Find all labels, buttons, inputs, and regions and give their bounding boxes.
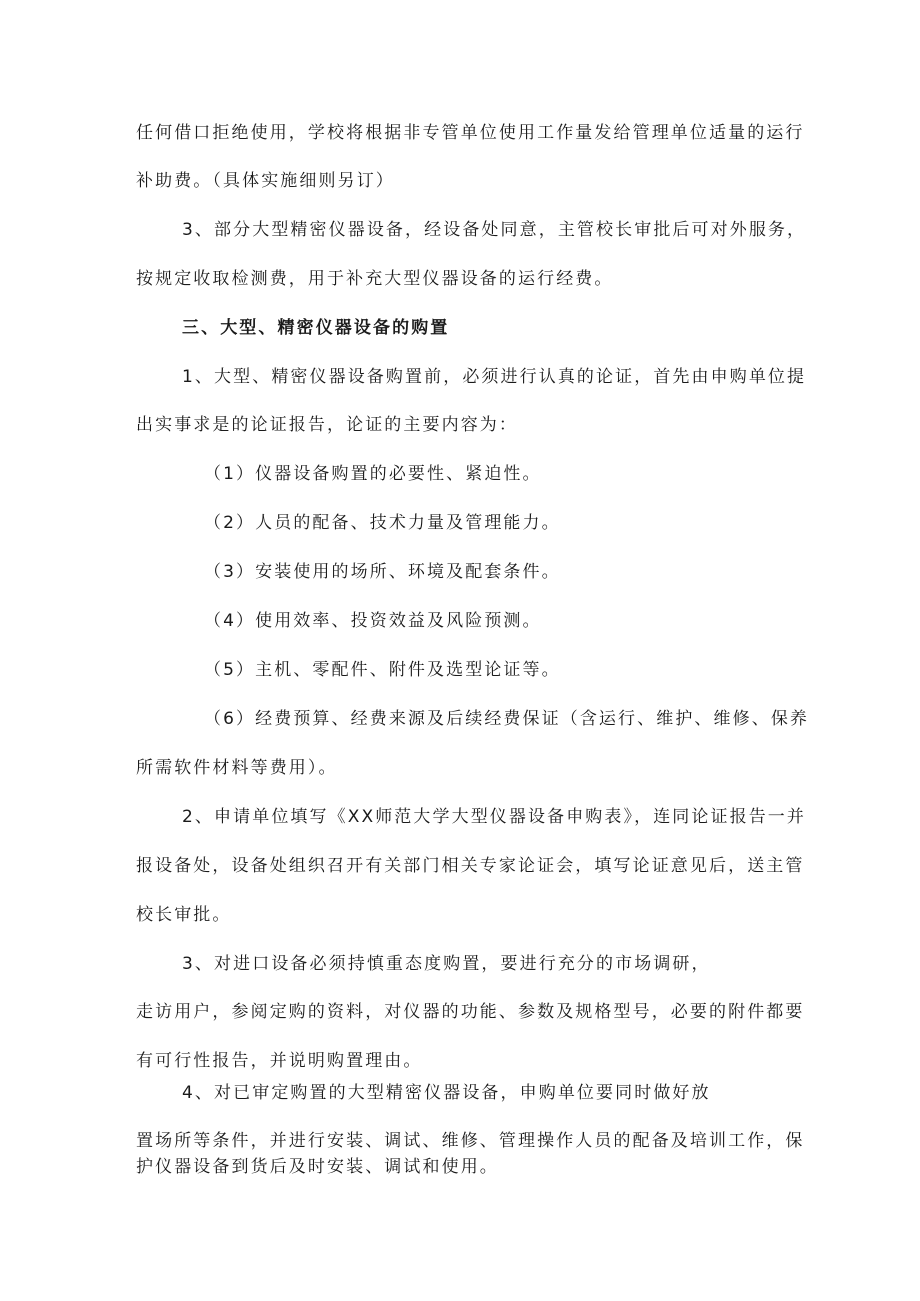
paragraph-line: 置场所等条件，并进行安装、调试、维修、管理操作人员的配备及培训工作，保 [136, 1131, 805, 1151]
paragraph-line: 走访用户，参阅定购的资料，对仪器的功能、参数及规格型号，必要的附件都要 [136, 1002, 805, 1022]
paragraph-line: 2、申请单位填写《XX师范大学大型仪器设备申购表》，连同论证报告一并 [182, 807, 807, 827]
list-item: （6）经费预算、经费来源及后续经费保证（含运行、维护、维修、保养 [204, 709, 810, 729]
paragraph-line: 校长审批。 [136, 905, 232, 925]
list-item: （3）安装使用的场所、环境及配套条件。 [204, 562, 561, 582]
list-item: （1）仪器设备购置的必要性、紧迫性。 [204, 464, 542, 484]
paragraph-line: 有可行性报告，并说明购置理由。 [136, 1051, 423, 1071]
paragraph-line: 3、部分大型精密仪器设备，经设备处同意，主管校长审批后可对外服务， [182, 220, 807, 240]
paragraph-line: 4、对已审定购置的大型精密仪器设备，申购单位要同时做好放 [182, 1083, 711, 1103]
list-item: （2）人员的配备、技术力量及管理能力。 [204, 513, 561, 533]
list-item: （5）主机、零配件、附件及选型论证等。 [204, 660, 561, 680]
paragraph-line: 任何借口拒绝使用，学校将根据非专管单位使用工作量发给管理单位适量的运行 [136, 123, 805, 143]
paragraph-line: 1、大型、精密仪器设备购置前，必须进行认真的论证，首先由申购单位提 [182, 367, 807, 387]
paragraph-line: 护仪器设备到货后及时安装、调试和使用。 [136, 1157, 499, 1177]
section-heading: 三、大型、精密仪器设备的购置 [182, 318, 450, 338]
paragraph-line: 补助费。（具体实施细则另订） [136, 171, 395, 191]
list-item: （4）使用效率、投资效益及风险预测。 [204, 611, 542, 631]
paragraph-line: 按规定收取检测费，用于补充大型仪器设备的运行经费。 [136, 269, 614, 289]
paragraph-line: 报设备处，设备处组织召开有关部门相关专家论证会，填写论证意见后，送主管 [136, 856, 805, 876]
paragraph-line: 3、对进口设备必须持慎重态度购置，要进行充分的市场调研， [182, 954, 711, 974]
paragraph-line: 出实事求是的论证报告，论证的主要内容为： [136, 415, 518, 435]
paragraph-line: 所需软件材料等费用）。 [136, 758, 338, 778]
